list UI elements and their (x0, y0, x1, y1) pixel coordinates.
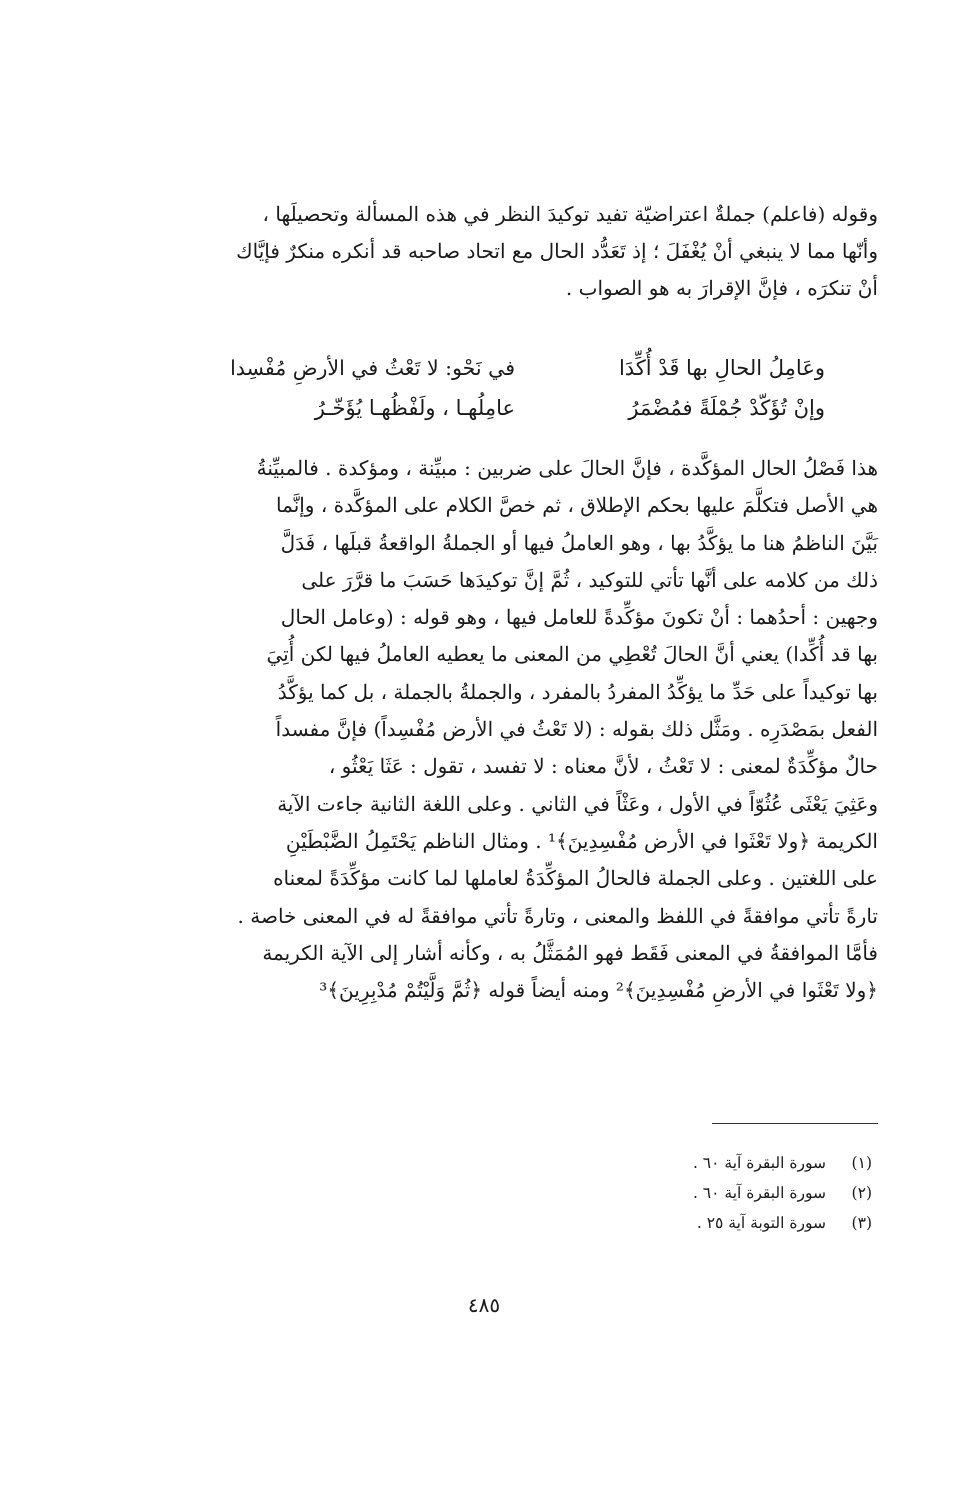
intro-line: وقوله (فاعلم) جملةٌ اعتراضيّة تفيد توكيدَ النظر في هذه المسألة وتحصيلَها ، (262, 202, 878, 226)
intro-line: وأنّها مما لا ينبغي أنْ يُغْفَلَ ؛ إذ تَعَدُّد الحال مع اتحاد صاحبه قد أنكره منكرٌ فإيَّاك (236, 238, 878, 263)
footnote-number: (١) (851, 1154, 872, 1172)
body-line: ذلك من كلامه على أنَّها تأتي للتوكيد ، ثُمَّ إنَّ توكيدَها حَسَبَ ما قرَّرَ على (301, 567, 878, 592)
body-line: بها قد أُكِّدا) يعني أنَّ الحالَ تُعْطِي من المعنى ما يعطيه العاملُ فيها لكن أُتِيَ (266, 642, 878, 667)
body-line: هي الأصل فتكلَّمَ عليها بحكم الإطلاق ، ثم خصَّ الكلام على المؤكَّدة ، وإنَّما (276, 493, 878, 518)
footnote (560, 1148, 872, 1178)
footnotes (560, 1148, 872, 1238)
verse-hemistich-second: عامِلُهـا ، ولَفْظُهـا يُؤَخّـرُ (314, 396, 515, 420)
body-line: الكريمة ﴿ولا تَعْثَوا في الأرض مُفْسِدِينَ﴾¹ . ومثال الناظم يَحْتَمِلُ الضَّبْطَيْنِ (285, 828, 878, 853)
body-line: على اللغتين . وعلى الجملة فالحالُ المؤكِّدَةُ لعاملها لما كانت مؤكِّدَةً لمعناه (273, 866, 878, 891)
footnote-text: سورة البقرة آية ٦٠ . (692, 1184, 826, 1202)
body-line: ﴿ولا تَعْثَوا في الأرضِ مُفْسِدِينَ﴾² ومنه أيضاً قوله ﴿ثُمَّ وَلَّيْتُمْ مُدْبِرِينَ﴾³ (319, 978, 878, 1003)
verse-line (225, 348, 825, 388)
verse-hemistich-first: وعَامِلُ الحالِ بها قَدْ أُكِّدَا (618, 356, 825, 380)
intro-paragraph (160, 196, 878, 306)
verse-line (225, 388, 825, 428)
footnote-number: (٣) (851, 1214, 872, 1232)
body-line: بَيَّنَ الناظمُ هنا ما يؤكَّدُ بها ، وهو العاملُ فيها أو الجملةُ الواقعةُ قبلَها ، فَدَلَّ (280, 530, 878, 555)
body-line: وعَثِيَ يَعْثَى عُثُوّاً في الأول ، وعَثْاً في الثاني . وعلى اللغة الثانية جاءت الآية (277, 791, 878, 816)
commentary-paragraph (160, 450, 878, 1009)
body-line: الفعل بمَصْدَرِه . ومَثَّل ذلك بقوله : (لا تَعْثُ في الأرض مُفْسِداً) فإنَّ مفسداً (275, 717, 878, 742)
page-number: ٤٨٥ (467, 1293, 501, 1317)
body-line: تارةً تأتي موافقةً في اللفظ والمعنى ، وتارةً تأتي موافقةً له في المعنى خاصة . (237, 903, 878, 928)
body-line: حالٌ مؤكِّدَةٌ لمعنى : لا تَعْثُ ، لأنَّ معناه : لا تفسد ، تقول : عَثَا يَعْثُو ، (328, 754, 878, 779)
body-line: هذا فَصْلُ الحال المؤكَّدة ، فإنَّ الحالَ على ضربين : مبيِّنة ، ومؤكدة . فالمبيِّنةُ (256, 456, 878, 480)
footnote-divider (712, 1123, 878, 1124)
footnote (560, 1178, 872, 1208)
body-line: وجهين : أحدُهما : أنْ تكونَ مؤكِّدةً للعامل فيها ، وهو قوله : (وعامل الحال (280, 605, 878, 630)
footnote-text: سورة البقرة آية ٦٠ . (692, 1154, 826, 1172)
body-line: فأمَّا الموافقةُ في المعنى فَقَط فهو المُمَثَّلُ به ، وكأنه أشار إلى الآية الكريمة (262, 940, 878, 965)
verse-block (225, 348, 825, 428)
verse-hemistich-second: في نَحْو: لا تَعْثُ في الأرضِ مُفْسِدا (230, 356, 515, 380)
footnote-text: سورة التوبة آية ٢٥ . (696, 1214, 826, 1232)
footnote (560, 1208, 872, 1238)
verse-hemistich-first: وإنْ تُؤَكّدْ جُمْلَةً فمُضْمَرُ (628, 396, 825, 420)
intro-line: أنْ تنكرَه ، فإنَّ الإقرارَ به هو الصواب . (565, 275, 878, 300)
footnote-number: (٢) (851, 1184, 872, 1202)
body-line: بها توكيداً على حَدِّ ما يؤكِّدُ المفردُ بالمفرد ، والجملةُ بالجملة ، بل كما يؤكَّدُ (277, 679, 878, 704)
